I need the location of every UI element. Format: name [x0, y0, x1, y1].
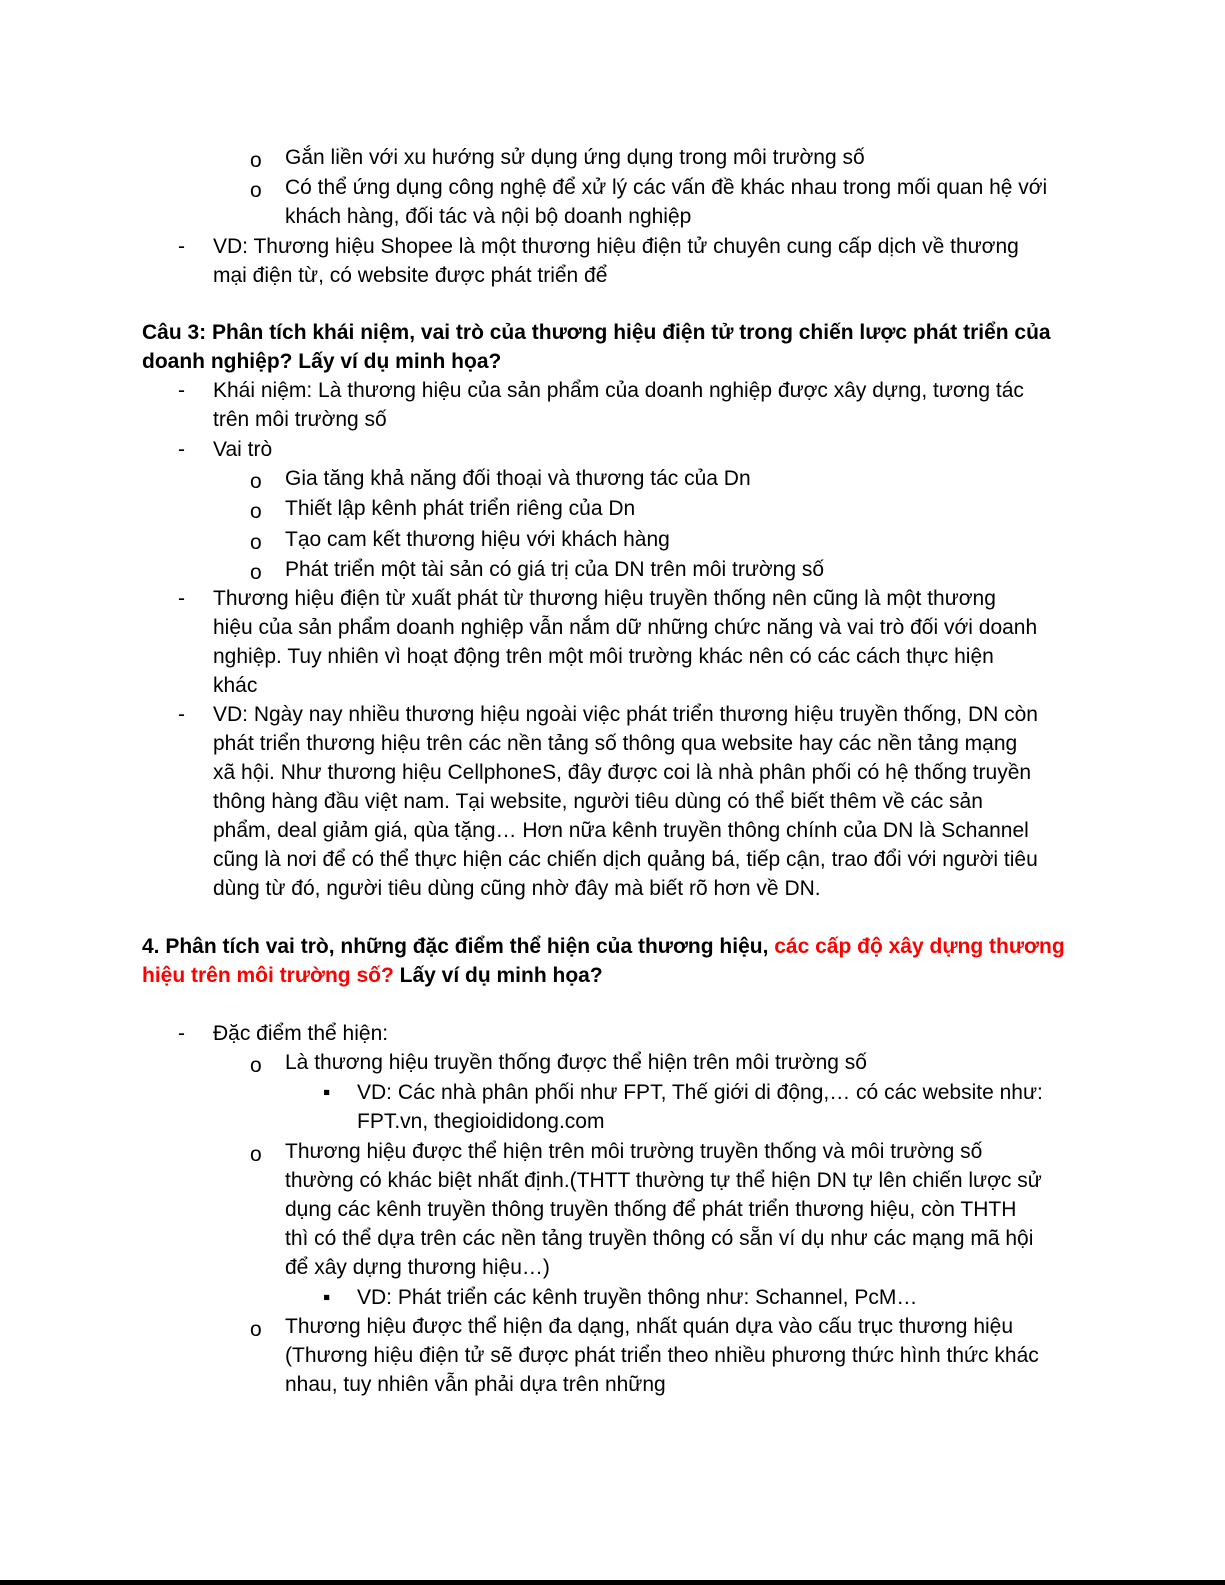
list-item-text: thường có khác biệt nhất định.(THTT thường tự thể hiện DN tự lên chiến lược sử	[285, 1169, 1042, 1192]
square-bullet: ▪	[323, 1286, 331, 1309]
dash-bullet: -	[178, 703, 185, 726]
list-item-text: dụng các kênh truyền thông truyền thống để phát triển thương hiệu, còn THTH	[285, 1198, 1017, 1221]
list-item-text: VD: Các nhà phân phối như FPT, Thế giới di động,… có các website như:	[357, 1081, 1043, 1104]
heading-text: Lấy ví dụ minh họa?	[393, 964, 603, 987]
list-item-text: VD: Ngày nay nhiều thương hiệu ngoài việc phát triển thương hiệu truyền thống, DN còn	[213, 703, 1038, 726]
list-item-text: Đặc điểm thể hiện:	[213, 1022, 389, 1045]
circle-bullet: o	[250, 470, 262, 493]
list-item-text: nghiệp. Tuy nhiên vì hoạt động trên một môi trường khác nên có các cách thực hiện	[213, 645, 994, 668]
heading-text: 4. Phân tích vai trò, những đặc điểm thể hiện của thương hiệu,	[142, 935, 775, 958]
list-item-text: Gia tăng khả năng đối thoại và thương tác của Dn	[285, 467, 751, 490]
dash-bullet: -	[178, 235, 185, 258]
list-item-text: nhau, tuy nhiên vẫn phải dựa trên những	[285, 1373, 666, 1396]
list-item-text: khác	[213, 674, 258, 697]
circle-bullet: o	[250, 1318, 262, 1341]
circle-bullet: o	[250, 500, 262, 523]
list-item-text: Gắn liền với xu hướng sử dụng ứng dụng trong môi trường số	[285, 146, 865, 169]
list-item-text: trên môi trường số	[213, 408, 387, 431]
list-item-text: dùng từ đó, người tiêu dùng cũng nhờ đây mà biết rõ hơn về DN.	[213, 877, 821, 900]
list-item-text: Có thể ứng dụng công nghệ để xử lý các vấn đề khác nhau trong mối quan hệ với	[285, 176, 1048, 199]
list-item-text: VD: Thương hiệu Shopee là một thương hiệu điện tử chuyên cung cấp dịch về thương	[213, 235, 1019, 258]
dash-bullet: -	[178, 587, 185, 610]
list-item-text: Phát triển một tài sản có giá trị của DN trên môi trường số	[285, 558, 825, 581]
list-item-text: FPT.vn, thegioididong.com	[357, 1110, 605, 1133]
list-item-text: xã hội. Như thương hiệu CellphoneS, đây được coi là nhà phân phối có hệ thống truyền	[213, 761, 1032, 784]
circle-bullet: o	[250, 531, 262, 554]
list-item-text: Thiết lập kênh phát triển riêng của Dn	[285, 497, 636, 520]
square-bullet: ▪	[323, 1081, 331, 1104]
list-item-text: Khái niệm: Là thương hiệu của sản phẩm của doanh nghiệp được xây dựng, tương tác	[213, 379, 1024, 402]
dash-bullet: -	[178, 379, 185, 402]
heading-highlight: hiệu trên môi trường số?	[142, 964, 394, 987]
dash-bullet: -	[178, 438, 185, 461]
list-item-text: để xây dựng thương hiệu…)	[285, 1256, 550, 1279]
list-item-text: thì có thể dựa trên các nền tảng truyền thông có sẵn ví dụ như các mạng mã hội	[285, 1227, 1034, 1250]
list-item-text: Tạo cam kết thương hiệu với khách hàng	[285, 528, 670, 551]
list-item-text: phát triển thương hiệu trên các nền tảng số thông qua website hay các nền tảng mạng	[213, 732, 1018, 755]
circle-bullet: o	[250, 179, 262, 202]
list-item-text: thông hàng đầu việt nam. Tại website, người tiêu dùng có thể biết thêm về các sản	[213, 790, 983, 813]
dash-bullet: -	[178, 1022, 185, 1045]
list-item-text: Thương hiệu được thể hiện trên môi trường truyền thống và môi trường số	[285, 1140, 983, 1163]
list-item-text: cũng là nơi để có thể thực hiện các chiến dịch quảng bá, tiếp cận, trao đổi với người tiêu	[213, 848, 1038, 871]
list-item-text: Thương hiệu được thể hiện đa dạng, nhất quán dựa vào cấu trục thương hiệu	[285, 1315, 1014, 1338]
circle-bullet: o	[250, 1143, 262, 1166]
question-4-heading	[142, 932, 1065, 961]
list-item-text: khách hàng, đối tác và nội bộ doanh nghiệp	[285, 205, 692, 228]
page-bottom-border	[0, 1580, 1225, 1585]
question-4-heading	[142, 961, 603, 990]
list-item-text: Là thương hiệu truyền thống được thể hiện trên môi trường số	[285, 1051, 867, 1074]
question-3-heading: doanh nghiệp? Lấy ví dụ minh họa?	[142, 350, 502, 373]
circle-bullet: o	[250, 561, 262, 584]
circle-bullet: o	[250, 1054, 262, 1077]
list-item-text: (Thương hiệu điện tử sẽ được phát triển theo nhiều phương thức hình thức khác	[285, 1344, 1039, 1367]
circle-bullet: o	[250, 149, 262, 172]
heading-highlight: các cấp độ xây dựng thương	[774, 935, 1065, 958]
list-item-text: phẩm, deal giảm giá, qùa tặng… Hơn nữa kênh truyền thông chính của DN là Schannel	[213, 819, 1029, 842]
list-item-text: Thương hiệu điện từ xuất phát từ thương hiệu truyền thống nên cũng là một thương	[213, 587, 996, 610]
question-3-heading: Câu 3: Phân tích khái niệm, vai trò của thương hiệu điện tử trong chiến lược phát triển của	[142, 321, 1051, 344]
list-item-text: hiệu của sản phẩm doanh nghiệp vẫn nắm dữ những chức năng và vai trò đối với doanh	[213, 616, 1038, 639]
list-item-text: VD: Phát triển các kênh truyền thông như: Schannel, PcM…	[357, 1286, 918, 1309]
list-item-text: Vai trò	[213, 438, 273, 461]
list-item-text: mại điện từ, có website được phát triển để	[213, 264, 608, 287]
